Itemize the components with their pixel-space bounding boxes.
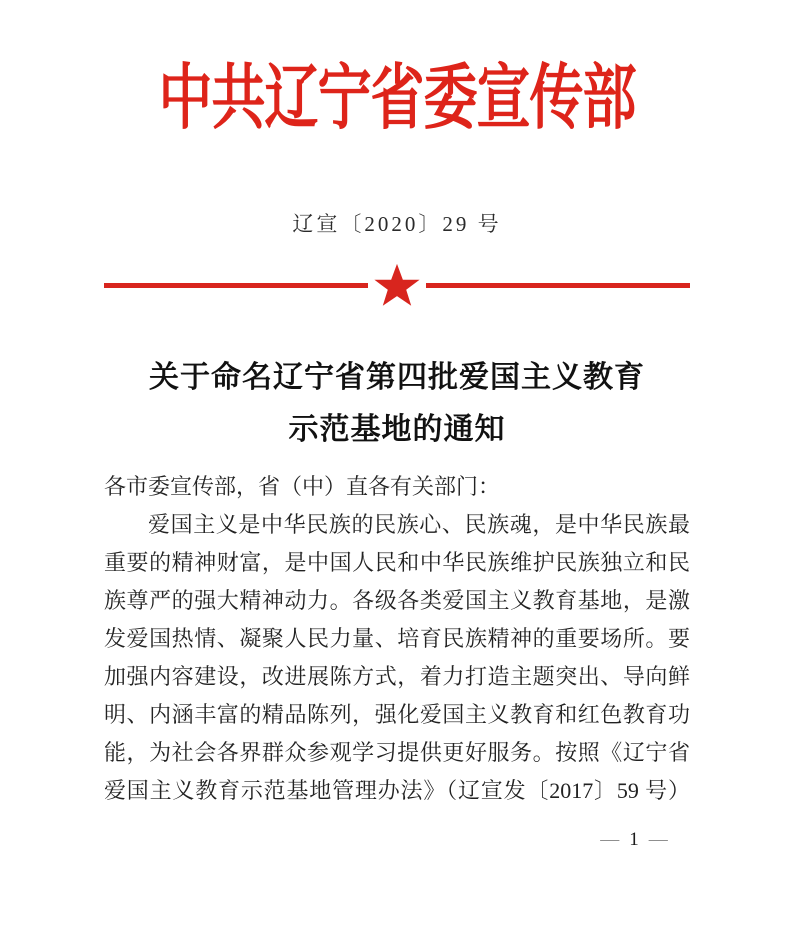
document-title [0, 352, 794, 456]
body-line: 爱国主义是中华民族的民族心、民族魂，是中华民族最 [148, 512, 690, 537]
page-number [586, 828, 682, 852]
document-body [104, 468, 690, 810]
document-title-line1: 关于命名辽宁省第四批爱国主义教育 [149, 361, 645, 394]
body-line: 发爱国热情、凝聚人民力量、培育民族精神的重要场所。要 [104, 626, 690, 651]
page-number-dash-left: — [600, 829, 620, 850]
body-line: 能，为社会各界群众参观学习提供更好服务。按照《辽宁省 [104, 740, 690, 765]
red-star-icon [368, 258, 426, 312]
document-title-line2: 示范基地的通知 [288, 413, 506, 446]
salutation-line: 各市委宣传部，省（中）直各有关部门： [104, 474, 501, 499]
body-line: 重要的精神财富，是中国人民和中华民族维护民族独立和民 [104, 550, 690, 575]
page-number-dash-right: — [648, 829, 668, 850]
body-line: 族尊严的强大精神动力。各级各类爱国主义教育基地，是激 [104, 588, 690, 613]
body-line: 加强内容建设，改进展陈方式，着力打造主题突出、导向鲜 [104, 664, 690, 689]
page-number-value: 1 [629, 829, 639, 850]
document-reference-number: 辽宣〔2020〕29 号 [292, 212, 502, 236]
issuing-authority-letterhead: 中共辽宁省委宣传部 [158, 58, 636, 138]
body-line: 明、内涵丰富的精品陈列，强化爱国主义教育和红色教育功 [104, 702, 690, 727]
body-line: 爱国主义教育示范基地管理办法》（辽宣发〔2017〕59 号） [104, 778, 690, 803]
